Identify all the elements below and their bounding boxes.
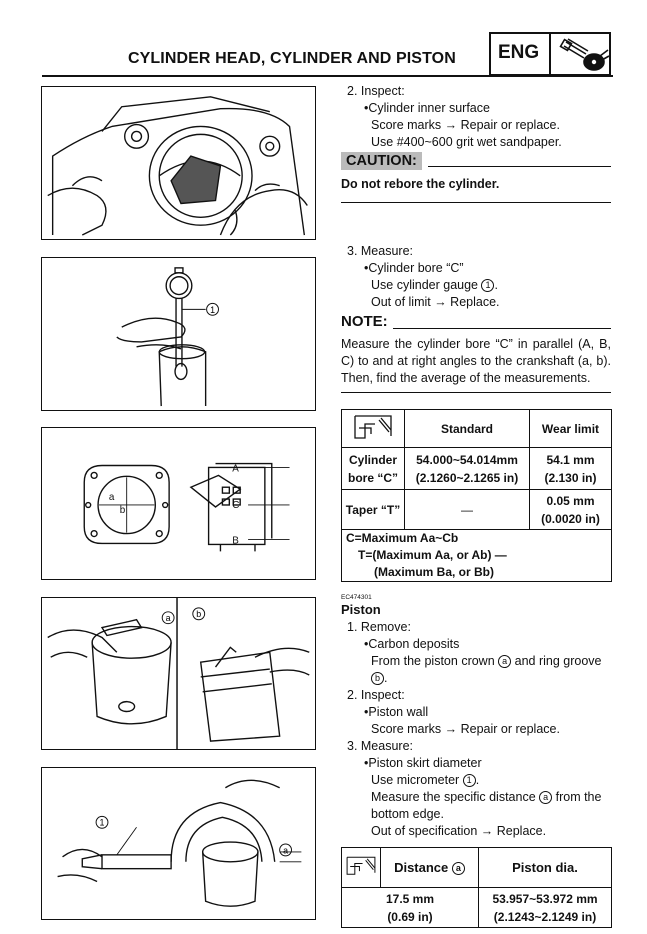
piston-remove-step: 1. Remove: bbox=[347, 620, 411, 634]
caution-label: CAUTION: bbox=[341, 152, 422, 170]
caliper-icon bbox=[351, 410, 395, 442]
piston-measure-step: 3. Measure: bbox=[347, 739, 414, 753]
note-label: NOTE: bbox=[341, 313, 388, 330]
cyl-measure-line2: Out of limit → Replace. bbox=[371, 295, 500, 309]
piston-spec-table bbox=[341, 847, 612, 928]
fig2-callout-1: 1 bbox=[210, 304, 216, 315]
fig3-label-B: B bbox=[232, 535, 239, 547]
row-bore-label-2: bore “C” bbox=[347, 470, 398, 485]
figure-cylinder-sanding-drawing bbox=[42, 87, 315, 239]
piston-measure-line3: bottom edge. bbox=[371, 807, 444, 821]
piston-dia-in: (2.1243~2.1249 in) bbox=[493, 909, 597, 924]
note-text: Measure the cylinder bore “C” in parallel (A, B, C) to and at right angles to the crankshaft (a, b). Then, find the average of the measurements. bbox=[341, 337, 611, 385]
piston-remove-line1-end: and ring groove bbox=[511, 654, 602, 668]
formula-t: T=(Maximum Aa, or Ab) — bbox=[358, 548, 507, 562]
piston-spec-icon-cell bbox=[342, 848, 381, 888]
piston-inspect-line1: Score marks → Repair or replace. bbox=[371, 722, 560, 736]
row-taper-wear-in: (0.0020 in) bbox=[541, 511, 600, 526]
piston-measure-line2 bbox=[371, 789, 601, 806]
fig5-callout-a: a bbox=[283, 845, 289, 856]
col-standard-header: Standard bbox=[405, 410, 530, 448]
row-taper-standard: — bbox=[405, 490, 530, 530]
cyl-inspect-step: 2. Inspect: bbox=[347, 84, 405, 98]
cyl-inspect-line2: Use #400~600 grit wet sandpaper. bbox=[371, 135, 562, 149]
fig4-callout-b: b bbox=[196, 609, 202, 620]
col-distance-mark: a bbox=[452, 862, 465, 875]
col-wear-header: Wear limit bbox=[530, 410, 612, 448]
cyl-measure-line1 bbox=[371, 277, 498, 294]
page-title: CYLINDER HEAD, CYLINDER AND PISTON bbox=[128, 50, 456, 67]
row-bore-label bbox=[342, 448, 405, 490]
section-badge-divider bbox=[549, 34, 551, 74]
piston-measure-item: •Piston skirt diameter bbox=[364, 756, 482, 770]
piston-inspect-step: 2. Inspect: bbox=[347, 688, 405, 702]
piston-measure-line1-text: Use micrometer bbox=[371, 773, 463, 787]
piston-measure-line1-end: . bbox=[475, 773, 480, 787]
cyl-measure-line1-end: . bbox=[494, 278, 498, 292]
piston-measure-line2-text: Measure the specific distance bbox=[371, 790, 540, 804]
cyl-measure-step: 3. Measure: bbox=[347, 244, 414, 258]
section-code: EC474301 bbox=[341, 594, 372, 601]
cyl-inspect-item: •Cylinder inner surface bbox=[364, 101, 490, 115]
callout-1-ref-piston: 1 bbox=[463, 774, 476, 787]
fig5-callout-1: 1 bbox=[99, 817, 105, 828]
figure-piston-cleaning bbox=[41, 597, 316, 750]
fig3-label-b: b bbox=[119, 504, 126, 516]
fig3-label-A: A bbox=[232, 463, 239, 475]
piston-measure-line4: Out of specification → Replace. bbox=[371, 824, 547, 838]
piston-measure-line2-end: from the bbox=[552, 790, 602, 804]
row-bore-standard bbox=[405, 448, 530, 490]
figure-cylinder-gauge bbox=[41, 257, 316, 411]
col-piston-header: Piston dia. bbox=[479, 848, 612, 888]
callout-1-ref: 1 bbox=[481, 279, 494, 292]
row-bore-label-1: Cylinder bbox=[348, 452, 397, 467]
callout-a-ref: a bbox=[498, 655, 511, 668]
row-taper-wear bbox=[530, 490, 612, 530]
figure-cylinder-gauge-drawing bbox=[42, 258, 315, 410]
row-bore-wear-mm: 54.1 mm bbox=[546, 452, 595, 467]
section-badge-label: ENG bbox=[498, 42, 540, 63]
formula-t-cont: (Maximum Ba, or Bb) bbox=[374, 565, 495, 579]
col-distance-header bbox=[381, 848, 479, 888]
figure-piston-cleaning-drawing bbox=[42, 598, 315, 749]
callout-b-ref: b bbox=[371, 672, 384, 685]
row-taper-wear-mm: 0.05 mm bbox=[546, 493, 595, 508]
row-taper-label: Taper “T” bbox=[342, 490, 405, 530]
cyl-measure-item: •Cylinder bore “C” bbox=[364, 261, 464, 275]
caution-bottom-rule bbox=[341, 202, 611, 203]
fig3-label-a: a bbox=[108, 492, 115, 504]
note-rule bbox=[393, 328, 611, 329]
figure-piston-micrometer-drawing bbox=[42, 768, 315, 919]
piston-remove-line1-text: From the piston crown bbox=[371, 654, 499, 668]
piston-remove-item: •Carbon deposits bbox=[364, 637, 460, 651]
callout-a-ref-piston: a bbox=[539, 791, 552, 804]
caution-rule bbox=[428, 166, 611, 167]
piston-heading: Piston bbox=[341, 602, 381, 617]
piston-remove-line2-end: . bbox=[384, 671, 388, 685]
fig4-callout-a: a bbox=[165, 613, 171, 624]
row-bore-standard-in: (2.1260~2.1265 in) bbox=[415, 470, 519, 485]
fig3-label-C: C bbox=[232, 499, 240, 511]
figure-piston-micrometer bbox=[41, 767, 316, 920]
cyl-inspect-line1: Score marks → Repair or replace. bbox=[371, 118, 560, 132]
col-distance-label: Distance bbox=[394, 859, 449, 875]
row-bore-standard-mm: 54.000~54.014mm bbox=[416, 452, 518, 467]
cylinder-spec-table bbox=[341, 409, 612, 582]
caution-text: Do not rebore the cylinder. bbox=[341, 177, 500, 191]
piston-dia-mm: 53.957~53.972 mm bbox=[492, 891, 598, 906]
piston-remove-line1 bbox=[371, 653, 601, 670]
distance-mm: 17.5 mm bbox=[385, 891, 435, 906]
piston-remove-line2 bbox=[371, 670, 387, 687]
row-bore-wear bbox=[530, 448, 612, 490]
spec-icon-cell bbox=[342, 410, 405, 448]
row-distance-value bbox=[342, 888, 479, 928]
cyl-measure-line1-text: Use cylinder gauge bbox=[371, 278, 482, 292]
note-bottom-rule bbox=[341, 392, 611, 393]
piston-inspect-item: •Piston wall bbox=[364, 705, 429, 719]
row-bore-wear-in: (2.130 in) bbox=[544, 470, 597, 485]
piston-measure-line1 bbox=[371, 772, 479, 789]
caliper-icon bbox=[344, 850, 378, 880]
figure-bore-positions bbox=[41, 427, 316, 580]
figure-cylinder-sanding bbox=[41, 86, 316, 240]
row-piston-dia-value bbox=[479, 888, 612, 928]
engine-parts-icon bbox=[556, 36, 610, 74]
figure-bore-positions-drawing bbox=[42, 428, 315, 579]
formula-cell bbox=[342, 530, 612, 582]
formula-c: C=Maximum Aa~Cb bbox=[346, 531, 459, 545]
distance-in: (0.69 in) bbox=[387, 909, 433, 924]
